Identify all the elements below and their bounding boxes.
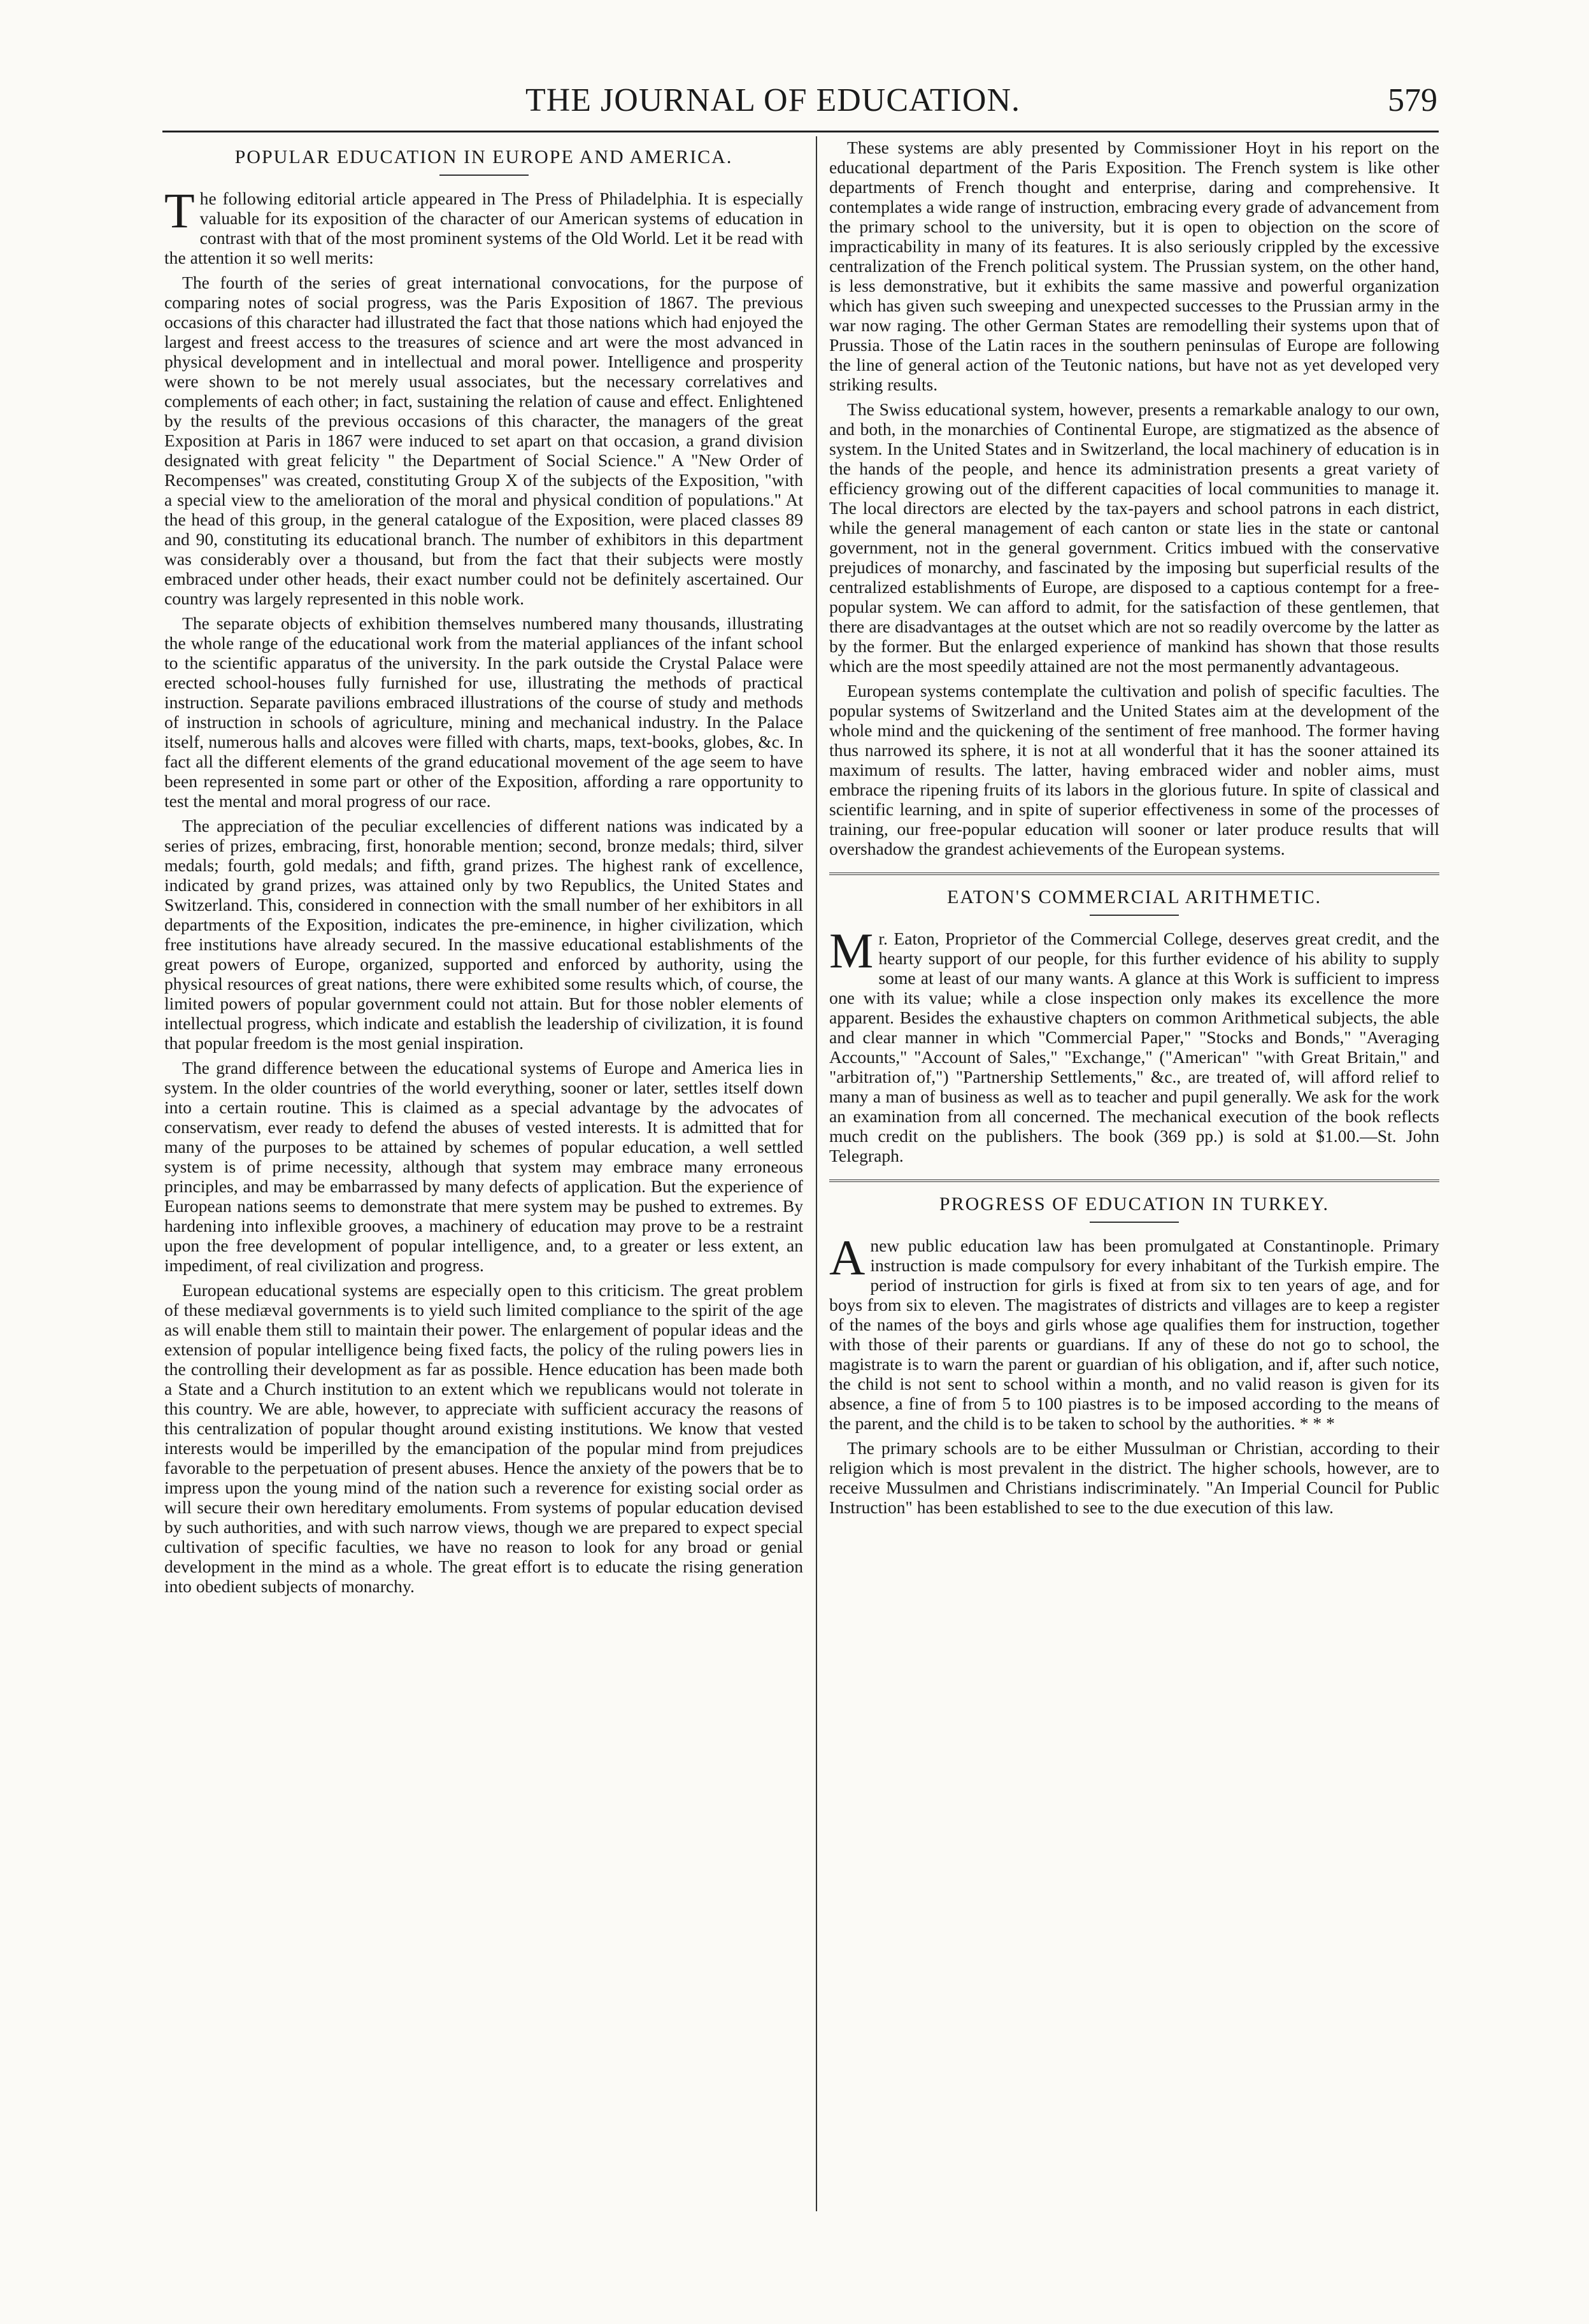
- paragraph: The Swiss educational system, however, presents a remarkable analogy to our own, and both, in the monarchies of Continental Europe, are stigmatized as the absence of system. In the United States and in Switzerland, the local machinery of education is in the hands of the people, and hence its administration presents a great variety of efficiency growing out of the different capacities of local communities to manage it. The local directors are elected by the tax-payers and school patrons in each district, while the general management of each canton or state lies in the state or cantonal government, not in the general government. Critics imbued with the conservative prejudices of monarchy, and fascinated by the imposing but superficial results of the centralized establishments of Europe, are disposed to a captious contempt for a free-popular system. We can afford to admit, for the satisfaction of these gentlemen, that there are disadvantages at the outset which are not so readily overcome by the latter as by the former. But the enlarged experience of mankind has shown that those results which are the most speedily attained are not the most permanently advantageous.: [829, 399, 1439, 676]
- running-head: [108, 82, 1437, 126]
- paragraph: European educational systems are especially open to this criticism. The great problem of these mediæval governments is to yield such limited compliance to the spirit of the age as will enable them still to maintain their power. The enlargement of popular ideas and the extension of popular intelligence being fixed facts, the policy of the ruling powers lies in the controlling their development as far as possible. Hence education has been made both a State and a Church institution to an extent which we republicans would not tolerate in this country. We are able, however, to appreciate with sufficient accuracy the reasons of this centralization of popular thought around existing institutions. We know that vested interests would be imperilled by the emancipation of the popular mind from prejudices favorable to the perpetuation of present abuses. Hence the anxiety of the powers that be to impress upon the young mind of the nation such a reverence for existing social order as will secure their own hereditary emoluments. From systems of popular education devised by such authorities, and with such narrow views, though we are prepared to expect special cultivation of specific faculties, we have no reason to look for any broad or genial development in the mind as a whole. The great effort is to educate the rising generation into obedient subjects of monarchy.: [164, 1280, 803, 1596]
- column-divider: [816, 136, 817, 2211]
- article-title-education-turkey: PROGRESS OF EDUCATION IN TURKEY.: [939, 1194, 1330, 1215]
- paragraph: The grand difference between the educational systems of Europe and America lies in system. In the older countries of the world everything, sooner or later, settles itself down into a certain routine. This is claimed as a special advantage by the advocates of conservatism, ever ready to defend the abuses of vested interests. It is admitted that for many of the purposes to be attained by schemes of popular education, a well settled system is of prime necessity, although that system may embrace many erroneous principles, and may be embarrassed by many defects of application. But the experience of European nations seems to demonstrate that mere system may be pushed to extremes. By hardening into inflexible grooves, a machinery of education may prove to be a restraint upon the free development of popular intelligence, and, to a greater or less extent, an impediment, of real civilization and progress.: [164, 1058, 803, 1275]
- title-rule: [439, 175, 529, 176]
- paragraph: European systems contemplate the cultivation and polish of specific faculties. The popular systems of Switzerland and the United States aim at the development of the whole mind and the quickening of the sentiment of free manhood. The former having thus narrowed its sphere, it is not at all wonderful that it has the sooner attained its maximum of results. The latter, having embraced wider and nobler aims, must embrace the ripening fruits of its labors in the glorious future. In spite of classical and scientific learning, and in spite of superior effectiveness in some of the processes of training, our free-popular education will sooner or later produce results that will overshadow the grandest achievements of the European systems.: [829, 681, 1439, 859]
- title-rule: [1090, 1222, 1179, 1223]
- paragraph: The separate objects of exhibition themselves numbered many thousands, illustrating the whole range of the educational work from the material appliances of the infant school to the scientific apparatus of the university. In the park outside the Crystal Palace were erected school-houses fully furnished for use, illustrating the methods of practical instruction. Separate pavilions embraced illustrations of the course of study and methods of instruction in schools of agriculture, mining and mechanical industry. In the Palace itself, numerous halls and alcoves were filled with charts, maps, text-books, globes, &c. In fact all the different elements of the grand educational movement of the age seem to have been represented in some part or other of the Exposition, affording a rare opportunity to test the mental and moral progress of our race.: [164, 613, 803, 811]
- left-column: [164, 138, 803, 2195]
- paragraph: The fourth of the series of great international convocations, for the purpose of comparing notes of social progress, was the Paris Exposition of 1867. The previous occasions of this character had illustrated the fact that those nations which had enjoyed the largest and freest access to the treasures of science and art were the most advanced in physical development and in intellectual and moral power. Intelligence and prosperity were shown to be not merely usual associates, but the necessary correlatives and complements of each other; in fact, sustaining the relation of cause and effect. Enlightened by the results of the previous occasions of this character, the managers of the great Exposition at Paris in 1867 were induced to set apart on that occasion, a grand division designated with great felicity " the Department of Social Science." A "New Order of Recompenses" was created, constituting Group X of the subjects of the Exposition, "with a special view to the amelioration of the moral and physical condition of populations." At the head of this group, in the general catalogue of the Exposition, were placed classes 89 and 90, constituting its educational branch. The number of exhibitors in this department was considerably over a thousand, but from the fact that their subjects were mostly embraced under other heads, their exact number could not be definitely ascertained. Our country was largely represented in this noble work.: [164, 273, 803, 608]
- right-column: [829, 138, 1439, 2214]
- article-separator: [829, 1180, 1439, 1182]
- page-number: 579: [1388, 82, 1437, 118]
- paragraph: The appreciation of the peculiar excellencies of different nations was indicated by a series of prizes, embracing, first, honorable mention; second, bronze medals; third, silver medals; fourth, gold medals; and fifth, grand prizes. The highest rank of excellence, indicated by grand prizes, was attained only by two Republics, the United States and Switzerland. This, considered in connection with the small number of her exhibitors in all departments of the Exposition, indicates the pre-eminence, in higher civilization, which free institutions have already secured. In the massive educational establishments of the great powers of Europe, organized, supported and enforced by authority, using the physical resources of great nations, there were exhibited some results which, of course, the limited powers of popular government could not attain. But for those nobler elements of intellectual progress, which indicate and establish the leadership of civilization, it is found that popular freedom is the most genial inspiration.: [164, 816, 803, 1053]
- article-title-eatons-arithmetic: EATON'S COMMERCIAL ARITHMETIC.: [947, 887, 1322, 908]
- paragraph: The following editorial article appeared in The Press of Philadelphia. It is especially valuable for its exposition of the character of our American systems of education in contrast with that of the most prominent systems of the Old World. Let it be read with the attention it so well merits:: [164, 183, 803, 267]
- header-rule: [162, 131, 1439, 132]
- paragraph: These systems are ably presented by Commissioner Hoyt in his report on the educational department of the Paris Exposition. The French system is like other departments of French thought and enterprise, daring and comprehensive. It contemplates a wide range of instruction, embracing every grade of advancement from the primary school to the university, but it is open to objection on the score of impracticability in many of its features. It is also seriously crippled by the excessive centralization of the French political system. The Prussian system, on the other hand, is less demonstrative, but it exhibits the same massive and powerful organization which has given such sweeping and unexpected successes to the Prussian army in the war now raging. The other German States are remodelling their systems upon that of Prussia. Those of the Latin races in the southern peninsulas of Europe are following the line of general action of the Teutonic nations, but have not as yet developed very striking results.: [829, 138, 1439, 394]
- title-rule: [1090, 915, 1179, 916]
- paragraph: Anew public education law has been promulgated at Constantinople. Primary instruction is made compulsory for every inhabitant of the Turkish empire. The period of instruction for girls is fixed at from six to ten years of age, and for boys from six to eleven. The magistrates of districts and villages are to keep a register of the names of the boys and girls whose age qualifies them for instruction, together with those of their parents or guardians. If any of these do not go to school, the magistrate is to warn the parent or guardian of his obligation, and if, after such notice, the child is not sent to school within a month, and no valid reason is given for its absence, a fine of from 5 to 100 piastres is to be imposed according to the means of the parent, and the child is to be taken to school by the authorities. * * *: [829, 1230, 1439, 1433]
- article-title-popular-education: POPULAR EDUCATION IN EUROPE AND AMERICA.: [234, 146, 733, 168]
- paragraph: The primary schools are to be either Mussulman or Christian, according to their religion which is most prevalent in the district. The higher schools, however, are to receive Mussulmen and Christians indiscriminately. "An Imperial Council for Public Instruction" has been established to see to the due execution of this law.: [829, 1438, 1439, 1517]
- journal-title: THE JOURNAL OF EDUCATION.: [525, 82, 1021, 118]
- article-separator: [829, 873, 1439, 875]
- paragraph: Mr. Eaton, Proprietor of the Commercial College, deserves great credit, and the hearty support of our people, for this further evidence of his ability to supply some at least of our many wants. A glance at this Work is sufficient to impress one with its value; while a close inspection only makes its excellence the more apparent. Besides the exhaustive chapters on common Arithmetical subjects, the able and clear manner in which "Commercial Paper," "Stocks and Bonds," "Averaging Accounts," "Account of Sales," "Exchange," ("American" "with Great Britain," and "arbitration of,") "Partnership Settlements," &c., are treated of, will afford relief to many a man of business as well as to teacher and pupil generally. We ask for the work an examination from all concerned. The mechanical execution of the book reflects much credit on the publishers. The book (369 pp.) is sold at $1.00.—St. John Telegraph.: [829, 923, 1439, 1166]
